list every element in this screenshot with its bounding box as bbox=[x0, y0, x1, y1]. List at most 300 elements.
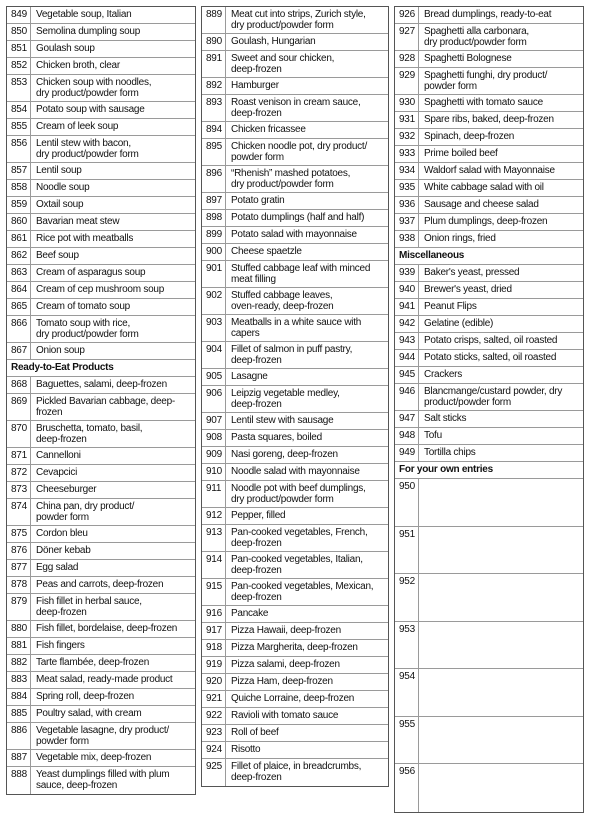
own-entry-row bbox=[395, 622, 583, 670]
item-name: Pizza Hawaii, deep-frozen bbox=[231, 625, 341, 636]
item-name: Meat salad, ready-made product bbox=[36, 674, 173, 685]
item-number: 912 bbox=[202, 508, 226, 524]
item-name: Pancake bbox=[231, 608, 269, 619]
item-name: Meat cut into strips, Zurich style, dry product/powder form bbox=[231, 9, 366, 32]
item-number: 946 bbox=[395, 384, 419, 410]
item-number: 951 bbox=[395, 527, 419, 574]
item-number: 942 bbox=[395, 316, 419, 332]
food-list-column-1 bbox=[6, 6, 196, 795]
item-name: Goulash soup bbox=[36, 43, 95, 54]
own-entry-row bbox=[395, 717, 583, 765]
food-item-row bbox=[395, 350, 583, 367]
food-item-row bbox=[7, 214, 195, 231]
food-item-row bbox=[395, 51, 583, 68]
item-name: Yeast dumplings filled with plum sauce, deep-frozen bbox=[36, 769, 170, 792]
item-number: 877 bbox=[7, 560, 31, 576]
item-number: 922 bbox=[202, 708, 226, 724]
food-item-row bbox=[7, 75, 195, 102]
item-number: 850 bbox=[7, 24, 31, 40]
item-number: 855 bbox=[7, 119, 31, 135]
food-item-row bbox=[395, 112, 583, 129]
food-item-row bbox=[202, 674, 388, 691]
item-name: Baker's yeast, pressed bbox=[424, 267, 520, 278]
item-name: Fillet of salmon in puff pastry, deep-frozen bbox=[231, 344, 353, 367]
item-number: 864 bbox=[7, 282, 31, 298]
item-number: 913 bbox=[202, 525, 226, 551]
item-name: Bruschetta, tomato, basil, deep-frozen bbox=[36, 423, 143, 446]
item-number: 903 bbox=[202, 315, 226, 341]
item-number: 879 bbox=[7, 594, 31, 620]
item-name: Sausage and cheese salad bbox=[424, 199, 539, 210]
item-number: 909 bbox=[202, 447, 226, 463]
food-list-column-3 bbox=[394, 6, 584, 813]
food-item-row bbox=[202, 7, 388, 34]
food-item-row bbox=[202, 166, 388, 193]
item-number: 872 bbox=[7, 465, 31, 481]
item-number: 925 bbox=[202, 759, 226, 786]
item-number: 926 bbox=[395, 7, 419, 23]
food-item-row bbox=[7, 102, 195, 119]
item-name: Noodle pot with beef dumplings, dry product/powder form bbox=[231, 483, 366, 506]
food-item-row bbox=[202, 261, 388, 288]
item-name: Pickled Bavarian cabbage, deep- frozen bbox=[36, 396, 176, 419]
food-item-row bbox=[202, 227, 388, 244]
item-name: Cream of leek soup bbox=[36, 121, 119, 132]
item-number: 868 bbox=[7, 377, 31, 393]
item-name: Plum dumplings, deep-frozen bbox=[424, 216, 548, 227]
item-number: 890 bbox=[202, 34, 226, 50]
food-item-row bbox=[202, 95, 388, 122]
food-item-row bbox=[202, 139, 388, 166]
item-number: 861 bbox=[7, 231, 31, 247]
item-name: Vegetable mix, deep-frozen bbox=[36, 752, 152, 763]
item-name: Meatballs in a white sauce with capers bbox=[231, 317, 362, 340]
item-name: Pan-cooked vegetables, Mexican, deep-frozen bbox=[231, 581, 374, 604]
item-number: 900 bbox=[202, 244, 226, 260]
food-item-row bbox=[202, 78, 388, 95]
food-item-row bbox=[7, 119, 195, 136]
item-number: 870 bbox=[7, 421, 31, 447]
food-item-row bbox=[395, 445, 583, 462]
item-name: Spaghetti with tomato sauce bbox=[424, 97, 543, 108]
food-item-row bbox=[7, 163, 195, 180]
item-name: Tomato soup with rice, dry product/powder form bbox=[36, 318, 139, 341]
item-number: 906 bbox=[202, 386, 226, 412]
item-name: Potato gratin bbox=[231, 195, 285, 206]
item-number: 955 bbox=[395, 717, 419, 764]
food-item-row bbox=[7, 672, 195, 689]
item-number: 920 bbox=[202, 674, 226, 690]
food-item-row bbox=[395, 7, 583, 24]
item-number: 859 bbox=[7, 197, 31, 213]
food-item-row bbox=[7, 465, 195, 482]
food-item-row bbox=[202, 464, 388, 481]
item-number: 950 bbox=[395, 479, 419, 526]
food-item-row bbox=[7, 448, 195, 465]
item-number: 936 bbox=[395, 197, 419, 213]
food-item-row bbox=[7, 594, 195, 621]
food-item-row bbox=[7, 767, 195, 794]
item-number: 956 bbox=[395, 764, 419, 812]
item-number: 869 bbox=[7, 394, 31, 420]
item-number: 873 bbox=[7, 482, 31, 498]
food-item-row bbox=[7, 526, 195, 543]
food-item-row bbox=[395, 299, 583, 316]
item-number: 893 bbox=[202, 95, 226, 121]
item-number: 899 bbox=[202, 227, 226, 243]
item-number: 952 bbox=[395, 574, 419, 621]
item-number: 904 bbox=[202, 342, 226, 368]
item-number: 887 bbox=[7, 750, 31, 766]
food-item-row bbox=[7, 482, 195, 499]
item-name: Lasagne bbox=[231, 371, 268, 382]
item-number: 894 bbox=[202, 122, 226, 138]
item-name: Rice pot with meatballs bbox=[36, 233, 134, 244]
food-item-row bbox=[7, 499, 195, 526]
item-number: 905 bbox=[202, 369, 226, 385]
item-number: 880 bbox=[7, 621, 31, 637]
item-number: 938 bbox=[395, 231, 419, 247]
food-item-row bbox=[395, 367, 583, 384]
item-name: Crackers bbox=[424, 369, 463, 380]
food-item-row bbox=[7, 24, 195, 41]
section-heading: Miscellaneous bbox=[395, 248, 583, 265]
item-number: 928 bbox=[395, 51, 419, 67]
item-number: 897 bbox=[202, 193, 226, 209]
item-number: 907 bbox=[202, 413, 226, 429]
item-name: Potato sticks, salted, oil roasted bbox=[424, 352, 557, 363]
item-name: Fish fillet, bordelaise, deep-frozen bbox=[36, 623, 178, 634]
own-entry-row bbox=[395, 479, 583, 527]
item-name: Salt sticks bbox=[424, 413, 467, 424]
food-item-row bbox=[7, 343, 195, 360]
item-name: Gelatine (edible) bbox=[424, 318, 494, 329]
food-item-row bbox=[202, 606, 388, 623]
item-name: Noodle salad with mayonnaise bbox=[231, 466, 360, 477]
item-number: 874 bbox=[7, 499, 31, 525]
food-item-row bbox=[7, 560, 195, 577]
own-entry-field[interactable] bbox=[419, 669, 583, 671]
item-name: Pan-cooked vegetables, French, deep-frozen bbox=[231, 527, 368, 550]
food-item-row bbox=[395, 214, 583, 231]
item-number: 915 bbox=[202, 579, 226, 605]
item-number: 954 bbox=[395, 669, 419, 716]
item-number: 944 bbox=[395, 350, 419, 366]
item-name: Fillet of plaice, in breadcrumbs, deep-frozen bbox=[231, 761, 362, 784]
item-number: 932 bbox=[395, 129, 419, 145]
food-item-row bbox=[7, 377, 195, 394]
item-number: 875 bbox=[7, 526, 31, 542]
item-name: Semolina dumpling soup bbox=[36, 26, 141, 37]
item-number: 853 bbox=[7, 75, 31, 101]
item-name: Prime boiled beef bbox=[424, 148, 498, 159]
item-number: 889 bbox=[202, 7, 226, 33]
food-item-row bbox=[7, 394, 195, 421]
item-number: 876 bbox=[7, 543, 31, 559]
item-number: 888 bbox=[7, 767, 31, 794]
item-number: 884 bbox=[7, 689, 31, 705]
item-number: 857 bbox=[7, 163, 31, 179]
item-number: 919 bbox=[202, 657, 226, 673]
food-item-row bbox=[395, 316, 583, 333]
item-name: Cordon bleu bbox=[36, 528, 88, 539]
food-item-row bbox=[395, 197, 583, 214]
food-item-row bbox=[7, 750, 195, 767]
item-name: Roll of beef bbox=[231, 727, 279, 738]
food-item-row bbox=[7, 265, 195, 282]
food-item-row bbox=[395, 282, 583, 299]
item-number: 851 bbox=[7, 41, 31, 57]
item-number: 898 bbox=[202, 210, 226, 226]
item-number: 908 bbox=[202, 430, 226, 446]
food-item-row bbox=[395, 411, 583, 428]
item-number: 916 bbox=[202, 606, 226, 622]
food-item-row bbox=[7, 299, 195, 316]
own-entry-field[interactable] bbox=[419, 527, 583, 529]
food-item-row bbox=[7, 7, 195, 24]
item-name: Brewer's yeast, dried bbox=[424, 284, 512, 295]
food-item-row bbox=[7, 655, 195, 672]
section-heading: Ready-to-Eat Products bbox=[7, 360, 195, 377]
item-name: Bavarian meat stew bbox=[36, 216, 120, 227]
food-item-row bbox=[395, 180, 583, 197]
item-number: 860 bbox=[7, 214, 31, 230]
item-name: Chicken fricassee bbox=[231, 124, 306, 135]
item-number: 856 bbox=[7, 136, 31, 162]
own-entry-row bbox=[395, 764, 583, 812]
item-number: 885 bbox=[7, 706, 31, 722]
food-item-row bbox=[202, 210, 388, 227]
own-entry-field[interactable] bbox=[419, 479, 583, 481]
item-number: 949 bbox=[395, 445, 419, 461]
item-name: White cabbage salad with oil bbox=[424, 182, 544, 193]
item-name: Spinach, deep-frozen bbox=[424, 131, 515, 142]
item-name: Döner kebab bbox=[36, 545, 91, 556]
item-number: 891 bbox=[202, 51, 226, 77]
item-number: 892 bbox=[202, 78, 226, 94]
item-name: Pepper, filled bbox=[231, 510, 286, 521]
food-item-row bbox=[202, 386, 388, 413]
food-item-row bbox=[395, 231, 583, 248]
food-item-row bbox=[202, 447, 388, 464]
item-name: Cheese spaetzle bbox=[231, 246, 302, 257]
item-name: Oxtail soup bbox=[36, 199, 84, 210]
item-name: Fish fillet in herbal sauce, deep-frozen bbox=[36, 596, 142, 619]
item-name: Hamburger bbox=[231, 80, 279, 91]
item-name: Quiche Lorraine, deep-frozen bbox=[231, 693, 355, 704]
food-item-row bbox=[395, 146, 583, 163]
item-name: Spaghetti alla carbonara, dry product/powder form bbox=[424, 26, 529, 49]
item-number: 948 bbox=[395, 428, 419, 444]
food-item-row bbox=[7, 689, 195, 706]
item-number: 953 bbox=[395, 622, 419, 669]
item-number: 935 bbox=[395, 180, 419, 196]
food-item-row bbox=[395, 68, 583, 95]
item-name: Tofu bbox=[424, 430, 442, 441]
item-name: Pizza Margherita, deep-frozen bbox=[231, 642, 358, 653]
item-number: 921 bbox=[202, 691, 226, 707]
item-name: Vegetable soup, Italian bbox=[36, 9, 132, 20]
item-name: “Rhenish” mashed potatoes, dry product/powder form bbox=[231, 168, 351, 191]
item-number: 852 bbox=[7, 58, 31, 74]
food-item-row bbox=[202, 708, 388, 725]
item-name: Tarte flambée, deep-frozen bbox=[36, 657, 150, 668]
item-number: 933 bbox=[395, 146, 419, 162]
item-name: Bread dumplings, ready-to-eat bbox=[424, 9, 552, 20]
item-name: Sweet and sour chicken, deep-frozen bbox=[231, 53, 335, 76]
item-name: Onion soup bbox=[36, 345, 85, 356]
item-name: Leipzig vegetable medley, deep-frozen bbox=[231, 388, 340, 411]
item-name: Poultry salad, with cream bbox=[36, 708, 142, 719]
item-name: Cream of tomato soup bbox=[36, 301, 130, 312]
item-number: 883 bbox=[7, 672, 31, 688]
item-number: 878 bbox=[7, 577, 31, 593]
item-name: Cheeseburger bbox=[36, 484, 97, 495]
item-number: 930 bbox=[395, 95, 419, 111]
food-item-row bbox=[202, 34, 388, 51]
item-name: Onion rings, fried bbox=[424, 233, 496, 244]
item-name: Chicken noodle pot, dry product/ powder form bbox=[231, 141, 367, 164]
item-name: Waldorf salad with Mayonnaise bbox=[424, 165, 555, 176]
item-name: Beef soup bbox=[36, 250, 79, 261]
item-name: Potato salad with mayonnaise bbox=[231, 229, 357, 240]
item-number: 862 bbox=[7, 248, 31, 264]
food-item-row bbox=[7, 577, 195, 594]
item-number: 910 bbox=[202, 464, 226, 480]
item-name: Spaghetti funghi, dry product/ powder form bbox=[424, 70, 548, 93]
own-entry-row bbox=[395, 669, 583, 717]
food-item-row bbox=[7, 282, 195, 299]
item-number: 896 bbox=[202, 166, 226, 192]
item-name: Cannelloni bbox=[36, 450, 81, 461]
food-item-row bbox=[202, 759, 388, 786]
own-entry-field[interactable] bbox=[419, 764, 583, 766]
food-list-column-2 bbox=[201, 6, 389, 787]
food-item-row bbox=[202, 369, 388, 386]
item-number: 934 bbox=[395, 163, 419, 179]
item-name: Spaghetti Bolognese bbox=[424, 53, 512, 64]
item-name: Potato dumplings (half and half) bbox=[231, 212, 365, 223]
item-name: Peanut Flips bbox=[424, 301, 477, 312]
item-name: Stuffed cabbage leaves, oven-ready, deep-frozen bbox=[231, 290, 334, 313]
item-name: Peas and carrots, deep-frozen bbox=[36, 579, 164, 590]
section-heading: For your own entries bbox=[395, 462, 583, 479]
item-name: Ravioli with tomato sauce bbox=[231, 710, 339, 721]
food-item-row bbox=[202, 508, 388, 525]
food-item-row bbox=[202, 657, 388, 674]
item-name: Cream of cep mushroom soup bbox=[36, 284, 165, 295]
food-item-row bbox=[7, 638, 195, 655]
food-item-row bbox=[7, 723, 195, 750]
item-name: Potato soup with sausage bbox=[36, 104, 145, 115]
item-name: Pasta squares, boiled bbox=[231, 432, 322, 443]
food-item-row bbox=[202, 413, 388, 430]
food-item-row bbox=[202, 725, 388, 742]
food-item-row bbox=[202, 430, 388, 447]
item-number: 849 bbox=[7, 7, 31, 23]
food-item-row bbox=[202, 640, 388, 657]
item-number: 914 bbox=[202, 552, 226, 578]
item-name: Egg salad bbox=[36, 562, 79, 573]
food-item-row bbox=[202, 342, 388, 369]
item-number: 924 bbox=[202, 742, 226, 758]
food-item-row bbox=[7, 231, 195, 248]
item-number: 931 bbox=[395, 112, 419, 128]
food-item-row bbox=[7, 58, 195, 75]
food-item-row bbox=[7, 180, 195, 197]
item-name: Baguettes, salami, deep-frozen bbox=[36, 379, 167, 390]
item-number: 939 bbox=[395, 265, 419, 281]
item-name: Spring roll, deep-frozen bbox=[36, 691, 134, 702]
item-name: Noodle soup bbox=[36, 182, 90, 193]
item-name: Fish fingers bbox=[36, 640, 85, 651]
food-item-row bbox=[7, 248, 195, 265]
item-number: 867 bbox=[7, 343, 31, 359]
item-number: 854 bbox=[7, 102, 31, 118]
food-item-row bbox=[202, 525, 388, 552]
item-number: 865 bbox=[7, 299, 31, 315]
item-name: Pizza Ham, deep-frozen bbox=[231, 676, 333, 687]
item-number: 941 bbox=[395, 299, 419, 315]
food-item-row bbox=[202, 691, 388, 708]
food-item-row bbox=[202, 552, 388, 579]
own-entry-field[interactable] bbox=[419, 574, 583, 576]
item-number: 866 bbox=[7, 316, 31, 342]
item-name: China pan, dry product/ powder form bbox=[36, 501, 135, 524]
item-number: 895 bbox=[202, 139, 226, 165]
own-entry-field[interactable] bbox=[419, 717, 583, 719]
food-item-row bbox=[7, 197, 195, 214]
item-number: 945 bbox=[395, 367, 419, 383]
item-name: Chicken broth, clear bbox=[36, 60, 120, 71]
food-item-row bbox=[395, 95, 583, 112]
item-number: 901 bbox=[202, 261, 226, 287]
item-name: Potato crisps, salted, oil roasted bbox=[424, 335, 558, 346]
food-item-row bbox=[202, 315, 388, 342]
item-name: Pan-cooked vegetables, Italian, deep-frozen bbox=[231, 554, 363, 577]
item-name: Chicken soup with noodles, dry product/powder form bbox=[36, 77, 152, 100]
food-item-row bbox=[7, 421, 195, 448]
item-name: Nasi goreng, deep-frozen bbox=[231, 449, 338, 460]
item-name: Stuffed cabbage leaf with minced meat filling bbox=[231, 263, 371, 286]
food-item-row bbox=[202, 288, 388, 315]
food-item-row bbox=[7, 136, 195, 163]
item-name: Goulash, Hungarian bbox=[231, 36, 316, 47]
food-item-row bbox=[7, 706, 195, 723]
item-number: 858 bbox=[7, 180, 31, 196]
item-number: 918 bbox=[202, 640, 226, 656]
item-name: Tortilla chips bbox=[424, 447, 476, 458]
food-item-row bbox=[202, 244, 388, 261]
item-name: Pizza salami, deep-frozen bbox=[231, 659, 340, 670]
item-number: 937 bbox=[395, 214, 419, 230]
food-item-row bbox=[395, 163, 583, 180]
item-number: 863 bbox=[7, 265, 31, 281]
food-item-row bbox=[7, 41, 195, 58]
item-number: 947 bbox=[395, 411, 419, 427]
item-number: 902 bbox=[202, 288, 226, 314]
item-name: Roast venison in cream sauce, deep-frozen bbox=[231, 97, 361, 120]
own-entry-field[interactable] bbox=[419, 622, 583, 624]
item-number: 882 bbox=[7, 655, 31, 671]
item-name: Spare ribs, baked, deep-frozen bbox=[424, 114, 554, 125]
food-item-row bbox=[202, 122, 388, 139]
food-item-row bbox=[7, 543, 195, 560]
food-item-row bbox=[395, 265, 583, 282]
item-name: Vegetable lasagne, dry product/ powder form bbox=[36, 725, 169, 748]
food-item-row bbox=[395, 384, 583, 411]
item-name: Blancmange/custard powder, dry product/powder form bbox=[424, 386, 563, 409]
